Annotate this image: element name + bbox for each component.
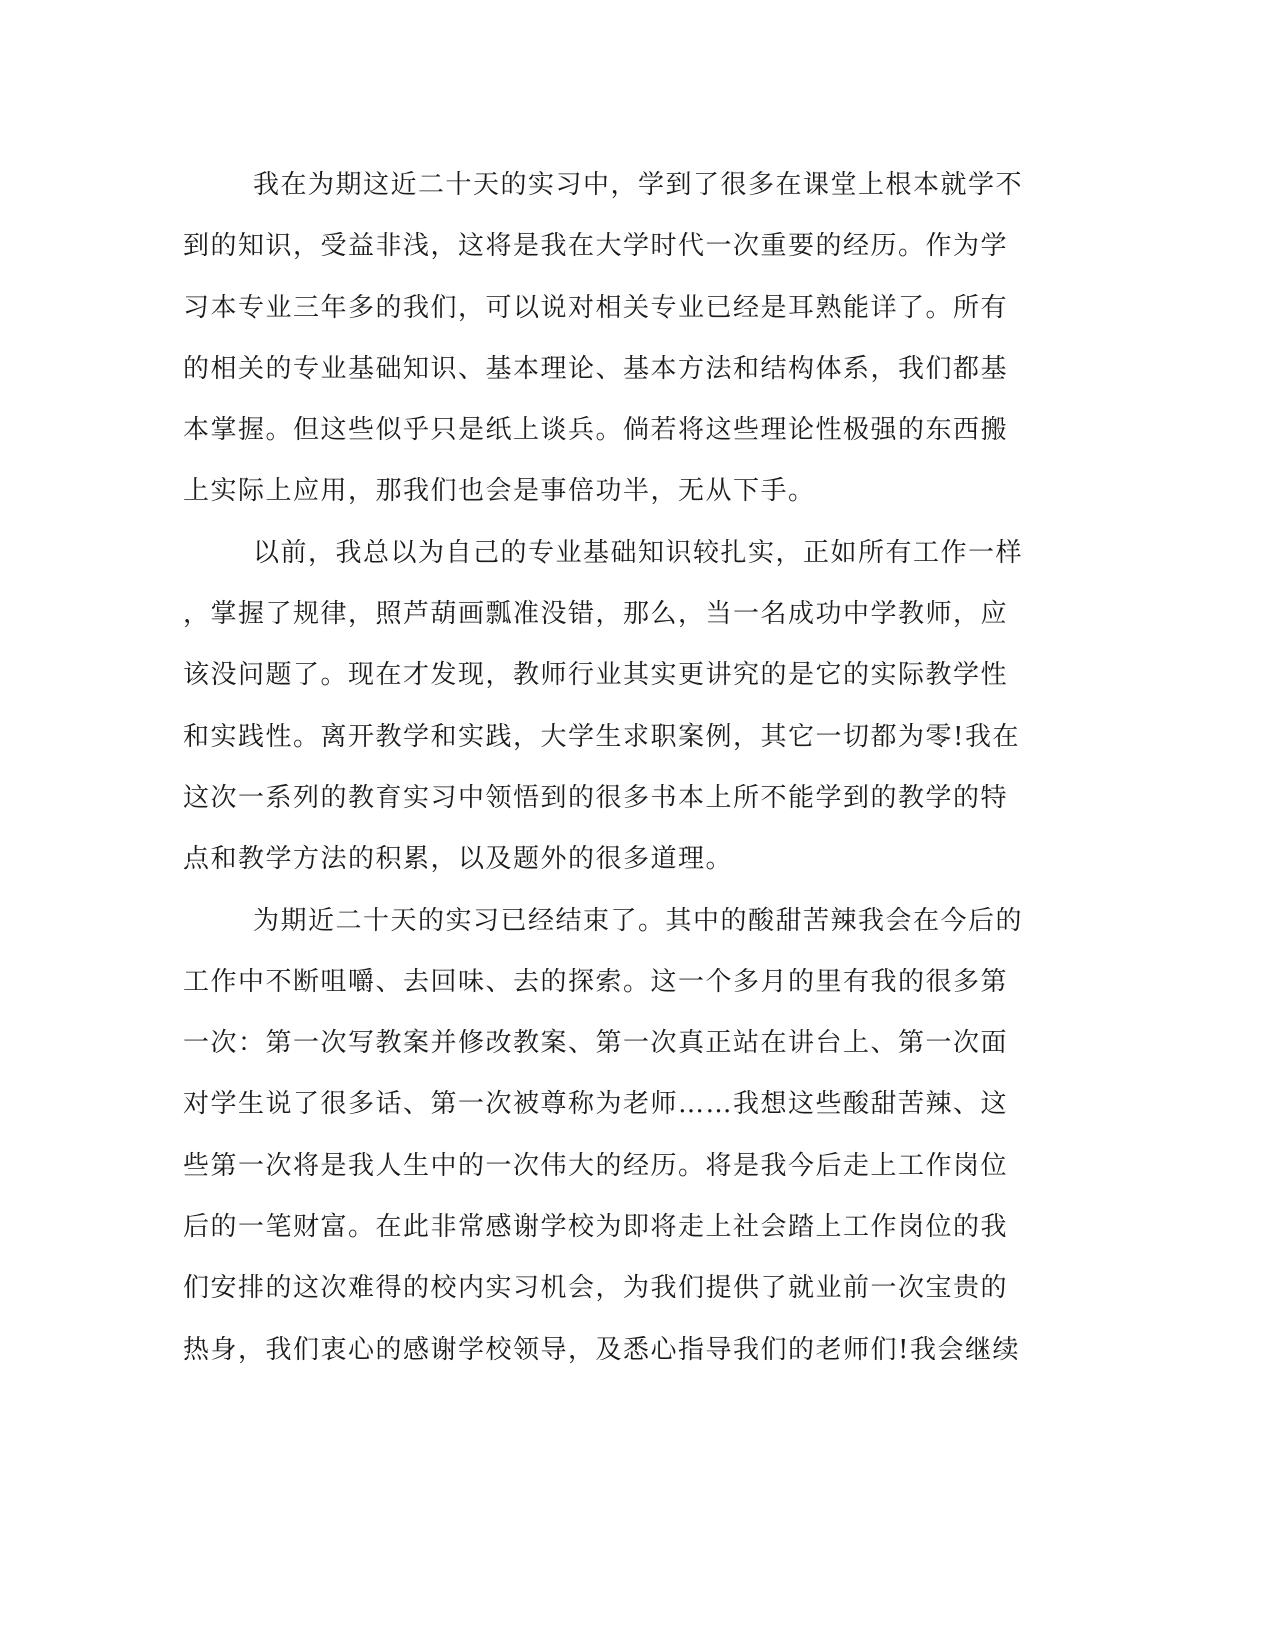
text-line: ，掌握了规律，照芦葫画瓢准没错，那么，当一名成功中学教师，应 — [183, 599, 1009, 630]
text-line: 后的一笔财富。在此非常感谢学校为即将走上社会踏上工作岗位的我 — [183, 1212, 1009, 1243]
text-line: 们安排的这次难得的校内实习机会，为我们提供了就业前一次宝贵的 — [183, 1273, 1009, 1304]
text-line: 到的知识，受益非浅，这将是我在大学时代一次重要的经历。作为学 — [183, 231, 1009, 262]
text-line: 对学生说了很多话、第一次被尊称为老师……我想这些酸甜苦辣、这 — [183, 1089, 1009, 1120]
text-line: 上实际上应用，那我们也会是事倍功半，无从下手。 — [183, 476, 816, 507]
text-line: 工作中不断咀嚼、去回味、去的探索。这一个多月的里有我的很多第 — [183, 966, 1009, 997]
text-line: 和实践性。离开教学和实践，大学生求职案例，其它一切都为零!我在 — [183, 721, 1020, 752]
text-line: 些第一次将是我人生中的一次伟大的经历。将是我今后走上工作岗位 — [183, 1150, 1009, 1181]
text-line: 热身，我们衷心的感谢学校领导，及悉心指导我们的老师们!我会继续 — [183, 1334, 1020, 1365]
paragraph-3 — [183, 891, 1063, 1381]
text-line: 本掌握。但这些似乎只是纸上谈兵。倘若将这些理论性极强的东西搬 — [183, 415, 1009, 446]
text-line: 这次一系列的教育实习中领悟到的很多书本上所不能学到的教学的特 — [183, 782, 1009, 813]
text-line: 的相关的专业基础知识、基本理论、基本方法和结构体系，我们都基 — [183, 353, 1009, 384]
text-line: 以前，我总以为自己的专业基础知识较扎实，正如所有工作一样 — [253, 537, 1024, 568]
text-line: 该没问题了。现在才发现，教师行业其实更讲究的是它的实际教学性 — [183, 660, 1009, 691]
text-line: 习本专业三年多的我们，可以说对相关专业已经是耳熟能详了。所有 — [183, 292, 1009, 323]
text-line: 点和教学方法的积累，以及题外的很多道理。 — [183, 844, 734, 875]
text-line: 为期近二十天的实习已经结束了。其中的酸甜苦辣我会在今后的 — [253, 905, 1024, 936]
document-body — [183, 155, 1063, 1381]
text-line: 我在为期这近二十天的实习中，学到了很多在课堂上根本就学不 — [253, 170, 1024, 200]
paragraph-2 — [183, 523, 1063, 891]
text-line: 一次：第一次写教案并修改教案、第一次真正站在讲台上、第一次面 — [183, 1028, 1009, 1059]
paragraph-1 — [183, 155, 1063, 523]
